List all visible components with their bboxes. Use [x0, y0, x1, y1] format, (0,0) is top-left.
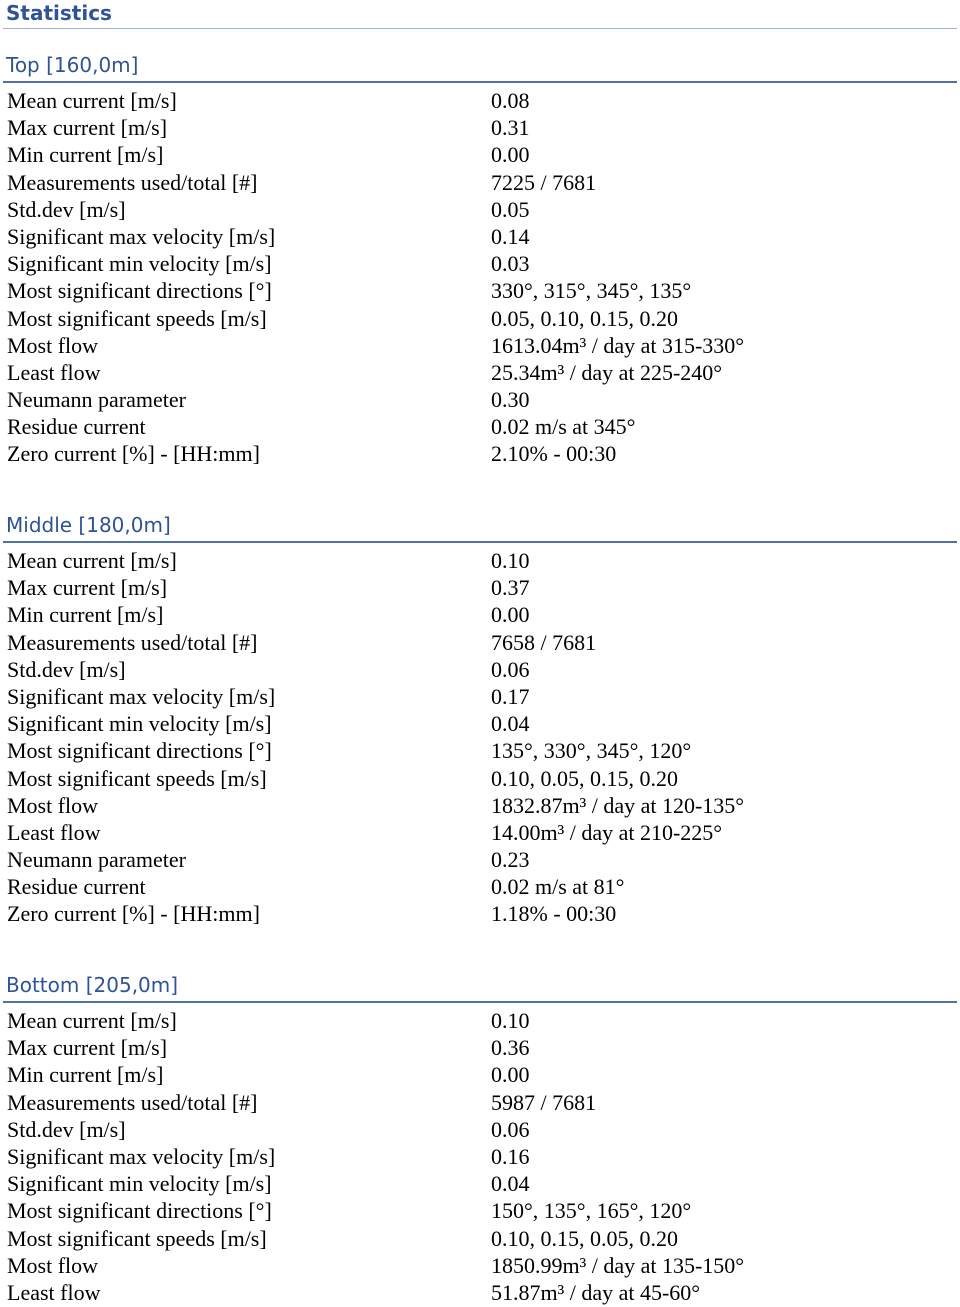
- section-heading: Top [160,0m]: [6, 53, 139, 77]
- stat-row: [0, 792, 960, 819]
- stat-value: 7658 / 7681: [491, 629, 597, 655]
- stat-label: Significant min velocity [m/s]: [7, 1171, 272, 1197]
- stats-list: [0, 547, 960, 928]
- stat-row: [0, 1007, 960, 1034]
- stat-row: [0, 1225, 960, 1252]
- stat-value: 0.04: [491, 711, 530, 737]
- stat-value: 0.10, 0.05, 0.15, 0.20: [491, 765, 678, 791]
- stat-label: Most flow: [7, 1252, 99, 1278]
- title-divider: [3, 28, 957, 29]
- stat-label: Least flow: [7, 359, 101, 385]
- stat-value: 0.00: [491, 602, 530, 628]
- stat-value: 0.05, 0.10, 0.15, 0.20: [491, 305, 678, 331]
- stat-label: Std.dev [m/s]: [7, 196, 126, 222]
- stat-value: 0.10: [491, 1008, 530, 1033]
- stat-label: Measurements used/total [#]: [7, 1089, 258, 1115]
- stat-value: 0.02 m/s at 81°: [491, 874, 625, 900]
- stat-value: 1.18% - 00:30: [491, 901, 617, 927]
- stat-label: Most significant speeds [m/s]: [7, 1225, 267, 1251]
- stat-label: Most significant speeds [m/s]: [7, 765, 267, 791]
- stat-row: [0, 169, 960, 196]
- stat-label: Neumann parameter: [7, 387, 186, 413]
- stat-value: 0.04: [491, 1171, 530, 1197]
- stat-row: [0, 1116, 960, 1143]
- stat-label: Mean current [m/s]: [7, 548, 177, 573]
- stat-row: [0, 114, 960, 141]
- stat-value: 5987 / 7681: [491, 1089, 597, 1115]
- stat-label: Significant max velocity [m/s]: [7, 223, 276, 249]
- section-divider: [3, 541, 957, 543]
- stat-row: [0, 547, 960, 574]
- stats-list: [0, 1007, 960, 1306]
- stat-row: [0, 440, 960, 467]
- stat-value: 0.08: [491, 88, 530, 113]
- stat-value: 0.30: [491, 387, 530, 413]
- stat-label: Neumann parameter: [7, 847, 186, 873]
- section-divider: [3, 81, 957, 83]
- stat-row: [0, 737, 960, 764]
- stat-row: [0, 710, 960, 737]
- stat-row: [0, 574, 960, 601]
- stat-value: 1832.87m³ / day at 120-135°: [491, 792, 745, 818]
- stat-row: [0, 1061, 960, 1088]
- stat-label: Min current [m/s]: [7, 142, 164, 168]
- stat-value: 0.06: [491, 1116, 530, 1142]
- stat-label: Mean current [m/s]: [7, 88, 177, 113]
- stat-value: 14.00m³ / day at 210-225°: [491, 819, 723, 845]
- stat-row: [0, 1279, 960, 1306]
- stat-value: 2.10% - 00:30: [491, 441, 617, 467]
- stats-list: [0, 87, 960, 468]
- stat-row: [0, 196, 960, 223]
- stat-label: Measurements used/total [#]: [7, 629, 258, 655]
- stat-value: 0.31: [491, 115, 530, 141]
- stat-label: Most flow: [7, 792, 99, 818]
- stat-row: [0, 656, 960, 683]
- stat-value: 25.34m³ / day at 225-240°: [491, 359, 723, 385]
- stat-row: [0, 359, 960, 386]
- stat-row: [0, 1170, 960, 1197]
- stat-label: Residue current: [7, 414, 146, 440]
- stat-value: 0.17: [491, 683, 530, 709]
- stat-row: [0, 332, 960, 359]
- stat-value: 135°, 330°, 345°, 120°: [491, 738, 692, 764]
- stat-label: Max current [m/s]: [7, 1035, 168, 1061]
- stat-label: Mean current [m/s]: [7, 1008, 177, 1033]
- stat-label: Significant max velocity [m/s]: [7, 1143, 276, 1169]
- section-heading: Bottom [205,0m]: [6, 973, 179, 997]
- stat-value: 0.05: [491, 196, 530, 222]
- stat-value: 0.23: [491, 847, 530, 873]
- stat-row: [0, 1034, 960, 1061]
- stat-row: [0, 683, 960, 710]
- stat-value: 0.37: [491, 575, 530, 601]
- page-title: Statistics: [6, 1, 112, 25]
- stat-row: [0, 141, 960, 168]
- stat-value: 0.10, 0.15, 0.05, 0.20: [491, 1225, 678, 1251]
- stat-value: 0.16: [491, 1143, 530, 1169]
- stat-value: 0.36: [491, 1035, 530, 1061]
- stat-row: [0, 277, 960, 304]
- section-divider: [3, 1001, 957, 1003]
- section-heading: Middle [180,0m]: [6, 513, 171, 537]
- stat-label: Most significant directions [°]: [7, 1198, 272, 1224]
- stat-label: Significant min velocity [m/s]: [7, 251, 272, 277]
- stat-row: [0, 1252, 960, 1279]
- stat-value: 0.10: [491, 548, 530, 573]
- stat-value: 51.87m³ / day at 45-60°: [491, 1279, 701, 1305]
- stat-row: [0, 873, 960, 900]
- stat-row: [0, 386, 960, 413]
- stat-label: Std.dev [m/s]: [7, 656, 126, 682]
- stat-label: Zero current [%] - [HH:mm]: [7, 901, 260, 927]
- stat-row: [0, 819, 960, 846]
- stat-row: [0, 1197, 960, 1224]
- stat-label: Most flow: [7, 332, 99, 358]
- stat-label: Significant max velocity [m/s]: [7, 683, 276, 709]
- stat-label: Least flow: [7, 1279, 101, 1305]
- stat-row: [0, 305, 960, 332]
- stat-label: Max current [m/s]: [7, 575, 168, 601]
- stat-row: [0, 601, 960, 628]
- stat-value: 0.06: [491, 656, 530, 682]
- stat-value: 7225 / 7681: [491, 169, 597, 195]
- stat-label: Min current [m/s]: [7, 1062, 164, 1088]
- stat-row: [0, 1089, 960, 1116]
- stat-row: [0, 1143, 960, 1170]
- stat-label: Measurements used/total [#]: [7, 169, 258, 195]
- stat-label: Most significant directions [°]: [7, 278, 272, 304]
- stat-label: Residue current: [7, 874, 146, 900]
- stat-label: Zero current [%] - [HH:mm]: [7, 441, 260, 467]
- stat-value: 330°, 315°, 345°, 135°: [491, 278, 692, 304]
- stat-row: [0, 900, 960, 927]
- stat-label: Most significant directions [°]: [7, 738, 272, 764]
- stat-label: Min current [m/s]: [7, 602, 164, 628]
- stat-row: [0, 413, 960, 440]
- stat-value: 0.03: [491, 251, 530, 277]
- stat-row: [0, 765, 960, 792]
- stat-label: Most significant speeds [m/s]: [7, 305, 267, 331]
- stat-value: 1613.04m³ / day at 315-330°: [491, 332, 745, 358]
- stat-row: [0, 223, 960, 250]
- stat-row: [0, 629, 960, 656]
- stat-value: 1850.99m³ / day at 135-150°: [491, 1252, 745, 1278]
- stat-row: [0, 846, 960, 873]
- stat-row: [0, 87, 960, 114]
- stat-label: Std.dev [m/s]: [7, 1116, 126, 1142]
- stat-value: 0.00: [491, 142, 530, 168]
- stat-label: Least flow: [7, 819, 101, 845]
- stat-label: Max current [m/s]: [7, 115, 168, 141]
- stat-row: [0, 250, 960, 277]
- stat-value: 0.02 m/s at 345°: [491, 414, 636, 440]
- stat-label: Significant min velocity [m/s]: [7, 711, 272, 737]
- stat-value: 0.14: [491, 223, 530, 249]
- stat-value: 0.00: [491, 1062, 530, 1088]
- stat-value: 150°, 135°, 165°, 120°: [491, 1198, 692, 1224]
